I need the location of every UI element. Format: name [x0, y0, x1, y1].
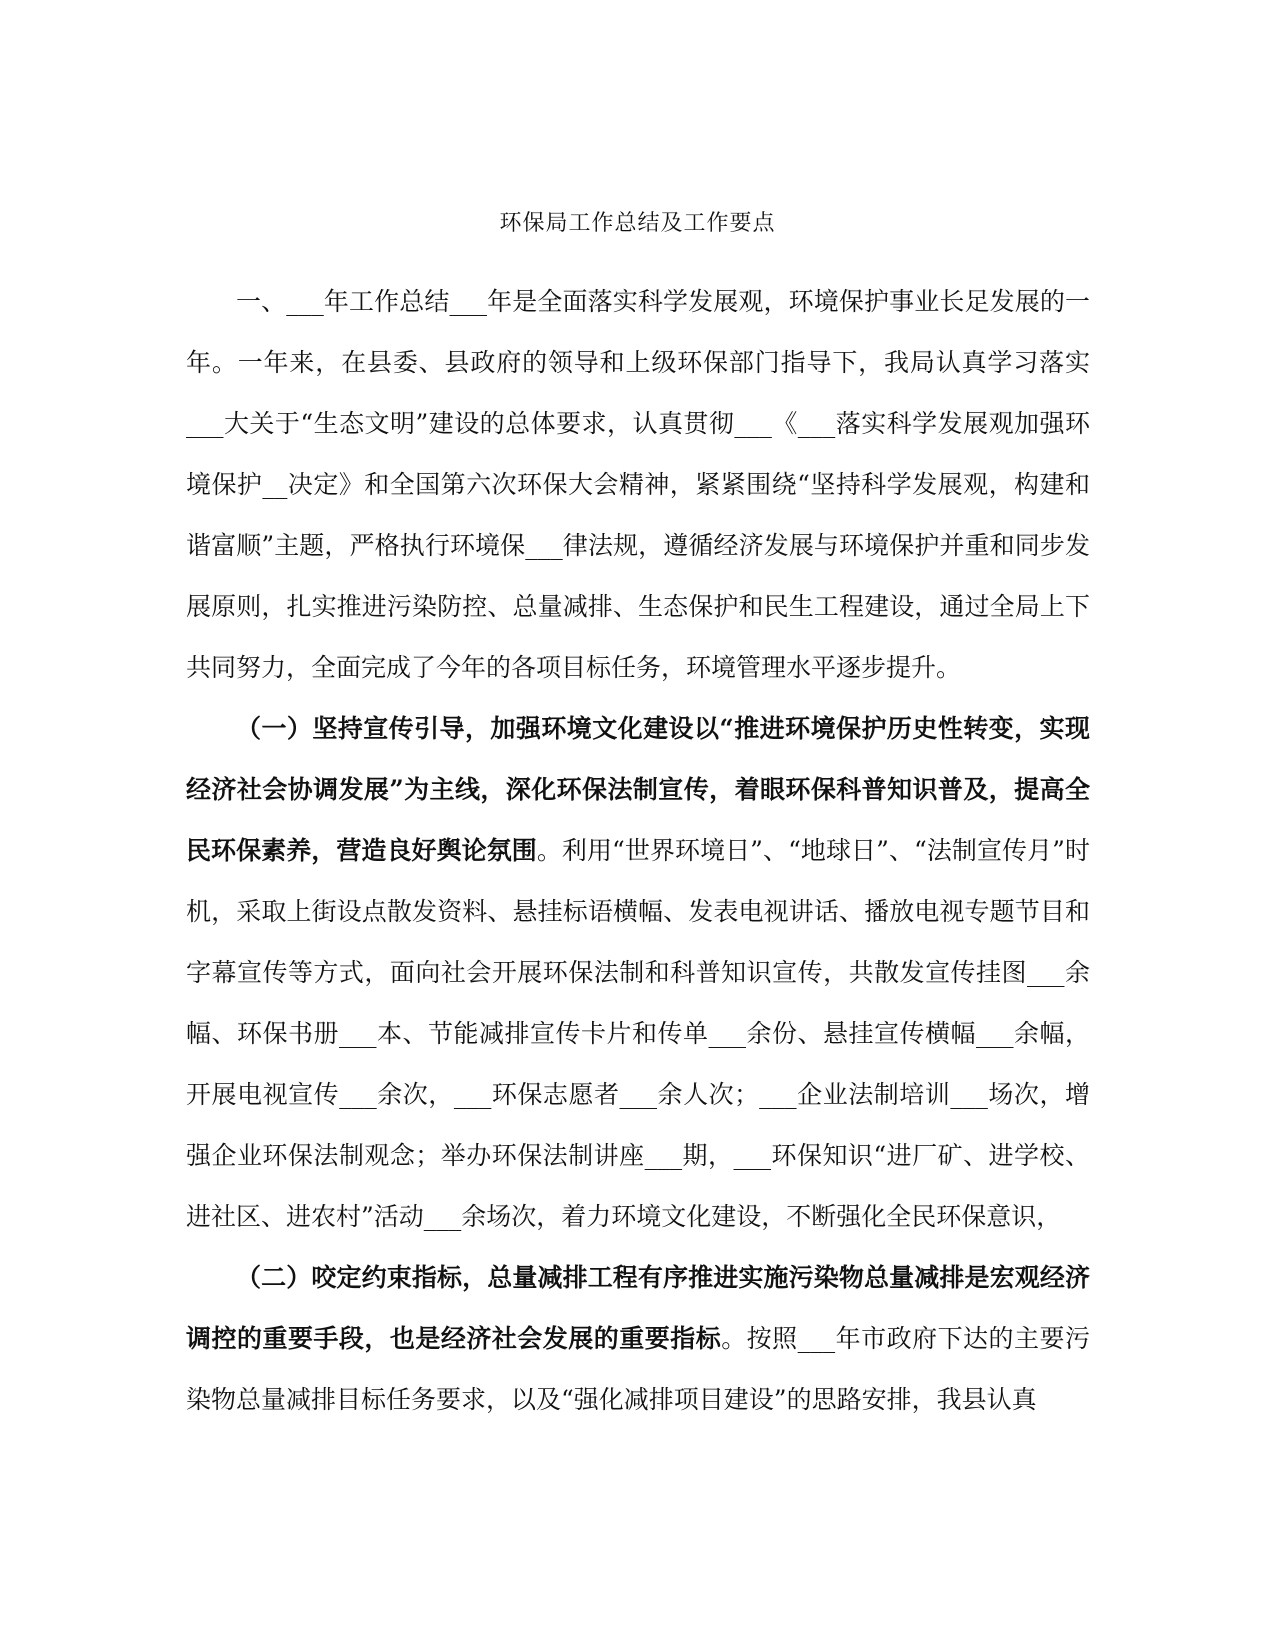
paragraph-text: 。利用“世界环境日”、“地球日”、“法制宣传月”时机，采取上街设点散发资料、悬挂标语横幅、发表电视讲话、播放电视专题节目和字幕宣传等方式，面向社会开展环保法制和科普知识宣传，共散发宣传挂图___余幅、环保书册___本、节能减排宣传卡片和传单___余份、悬挂宣传横幅___余幅，开展电视宣传___余次，___环保志愿者___余人次；___企业法制培训___场次，增强企业环保法制观念；举办环保法制讲座___期，___环保知识“进厂矿、进学校、进社区、进农村”活动___余场次，着力环境文化建设，不断强化全民环保意识，: [186, 836, 1090, 1231]
paragraph-text: 。按照___年市政府下达的主要污染物总量减排目标任务要求，以及“强化减排项目建设”的思路安排，我县认真: [186, 1324, 1090, 1414]
paragraph-text: 一、___年工作总结___年是全面落实科学发展观，环境保护事业长足发展的一年。一年来，在县委、县政府的领导和上级环保部门指导下，我局认真学习落实___大关于“生态文明”建设的总体要求，认真贯彻___《___落实科学发展观加强环境保护__决定》和全国第六次环保大会精神，紧紧围绕“坚持科学发展观，构建和谐富顺”主题，严格执行环境保___律法规，遵循经济发展与环境保护并重和同步发展原则，扎实推进污染防控、总量减排、生态保护和民生工程建设，通过全局上下共同努力，全面完成了今年的各项目标任务，环境管理水平逐步提升。: [186, 287, 1090, 682]
document-body: [186, 271, 1090, 1430]
paragraph-section-1: [186, 698, 1090, 1247]
document-title: 环保局工作总结及工作要点: [499, 211, 776, 236]
section-heading: （二）咬定约束指标，总量减排工程有序推进实施污染物总量减排是宏观经济调控的重要手段，也是经济社会发展的重要指标: [186, 1263, 1090, 1353]
section-heading: （一）坚持宣传引导，加强环境文化建设以“推进环境保护历史性转变，实现经济社会协调发展”为主线，深化环保法制宣传，着眼环保科普知识普及，提高全民环保素养，营造良好舆论氛围: [186, 714, 1090, 865]
paragraph-summary: [186, 271, 1090, 698]
paragraph-section-2: [186, 1247, 1090, 1430]
